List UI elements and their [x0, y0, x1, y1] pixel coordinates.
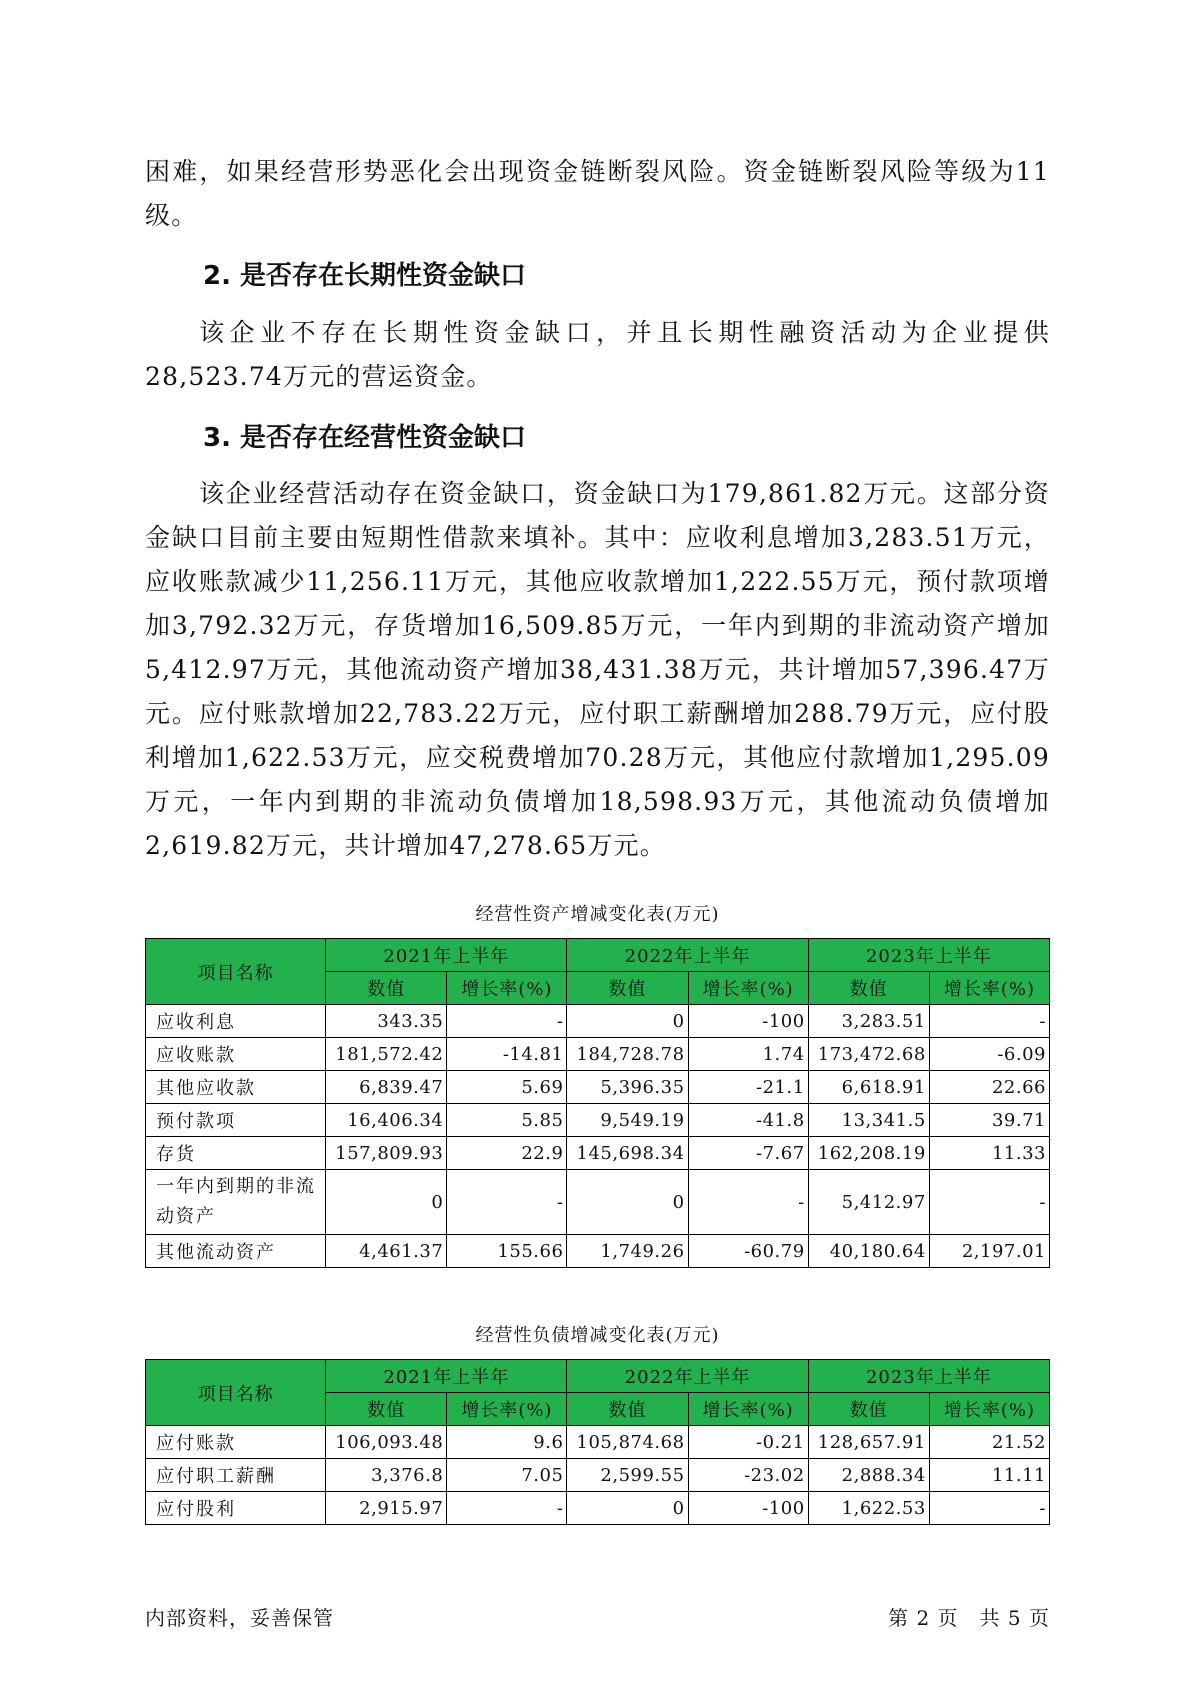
cell-rate: -41.8	[688, 1104, 808, 1137]
header-period-2021: 2021年上半年	[326, 939, 567, 972]
footer-confidential-note: 内部资料，妥善保管	[145, 1606, 334, 1630]
table-row	[146, 1492, 1050, 1525]
cell-value: 6,618.91	[808, 1071, 929, 1104]
cell-rate: 11.11	[929, 1459, 1049, 1492]
cell-rate: 21.52	[929, 1426, 1049, 1459]
cell-rate: -6.09	[929, 1038, 1049, 1071]
cell-rate: -23.02	[688, 1459, 808, 1492]
cell-rate: 39.71	[929, 1104, 1049, 1137]
cell-rate: -	[929, 1492, 1049, 1525]
cell-rate: -	[447, 1005, 567, 1038]
cell-rate: -	[447, 1170, 567, 1235]
cell-rate: -100	[688, 1005, 808, 1038]
row-label: 应付职工薪酬	[146, 1459, 326, 1492]
cell-value: 2,915.97	[326, 1492, 447, 1525]
cell-value: 0	[326, 1170, 447, 1235]
cell-value: 2,888.34	[808, 1459, 929, 1492]
cell-rate: 5.69	[447, 1071, 567, 1104]
cell-value: 5,412.97	[808, 1170, 929, 1235]
cell-value: 162,208.19	[808, 1137, 929, 1170]
table-row	[146, 1104, 1050, 1137]
header-rate: 增长率(%)	[447, 972, 567, 1005]
header-rate: 增长率(%)	[688, 1393, 808, 1426]
header-value: 数值	[567, 1393, 688, 1426]
header-value: 数值	[326, 972, 447, 1005]
cell-rate: -100	[688, 1492, 808, 1525]
cell-rate: -	[447, 1492, 567, 1525]
header-rate: 增长率(%)	[929, 972, 1049, 1005]
header-rate: 增长率(%)	[447, 1393, 567, 1426]
cell-value: 0	[567, 1005, 688, 1038]
cell-value: 181,572.42	[326, 1038, 447, 1071]
cell-rate: 5.85	[447, 1104, 567, 1137]
cell-value: 157,809.93	[326, 1137, 447, 1170]
cell-value: 1,622.53	[808, 1492, 929, 1525]
cell-rate: 7.05	[447, 1459, 567, 1492]
cell-value: 16,406.34	[326, 1104, 447, 1137]
cell-rate: -	[929, 1005, 1049, 1038]
table-row	[146, 1235, 1050, 1268]
cell-rate: 1.74	[688, 1038, 808, 1071]
cell-rate: -	[929, 1170, 1049, 1235]
header-period-2023: 2023年上半年	[808, 939, 1049, 972]
cell-rate: -14.81	[447, 1038, 567, 1071]
operating-liabilities-table	[145, 1359, 1050, 1525]
paragraph-risk-level: 困难，如果经营形势恶化会出现资金链断裂风险。资金链断裂风险等级为11级。	[145, 157, 1050, 230]
header-value: 数值	[808, 972, 929, 1005]
paragraph-long-term-gap: 该企业不存在长期性资金缺口，并且长期性融资活动为企业提供28,523.74万元的营运资金。	[145, 318, 1050, 391]
row-label: 存货	[146, 1137, 326, 1170]
header-period-2021: 2021年上半年	[326, 1360, 567, 1393]
row-label: 其他应收款	[146, 1071, 326, 1104]
cell-rate: 22.66	[929, 1071, 1049, 1104]
table-row	[146, 1005, 1050, 1038]
cell-rate: -21.1	[688, 1071, 808, 1104]
row-label: 应收账款	[146, 1038, 326, 1071]
cell-value: 105,874.68	[567, 1426, 688, 1459]
table-row	[146, 1459, 1050, 1492]
row-label: 应付账款	[146, 1426, 326, 1459]
cell-value: 1,749.26	[567, 1235, 688, 1268]
cell-rate: -	[688, 1170, 808, 1235]
row-label: 应付股利	[146, 1492, 326, 1525]
cell-value: 40,180.64	[808, 1235, 929, 1268]
header-item-name: 项目名称	[146, 939, 326, 1005]
cell-rate: 2,197.01	[929, 1235, 1049, 1268]
cell-value: 0	[567, 1170, 688, 1235]
row-label: 其他流动资产	[146, 1235, 326, 1268]
cell-value: 343.35	[326, 1005, 447, 1038]
cell-value: 106,093.48	[326, 1426, 447, 1459]
cell-value: 3,283.51	[808, 1005, 929, 1038]
cell-rate: 22.9	[447, 1137, 567, 1170]
header-value: 数值	[808, 1393, 929, 1426]
cell-value: 9,549.19	[567, 1104, 688, 1137]
cell-rate: -60.79	[688, 1235, 808, 1268]
cell-value: 6,839.47	[326, 1071, 447, 1104]
cell-value: 2,599.55	[567, 1459, 688, 1492]
header-period-2022: 2022年上半年	[567, 1360, 808, 1393]
header-rate: 增长率(%)	[929, 1393, 1049, 1426]
header-period-2023: 2023年上半年	[808, 1360, 1049, 1393]
cell-value: 3,376.8	[326, 1459, 447, 1492]
heading-operating-gap: 3. 是否存在经营性资金缺口	[203, 423, 527, 453]
cell-value: 173,472.68	[808, 1038, 929, 1071]
table-row	[146, 1038, 1050, 1071]
row-label: 预付款项	[146, 1104, 326, 1137]
cell-value: 184,728.78	[567, 1038, 688, 1071]
cell-rate: 155.66	[447, 1235, 567, 1268]
cell-value: 145,698.34	[567, 1137, 688, 1170]
row-label: 一年内到期的非流动资产	[146, 1170, 326, 1235]
cell-value: 128,657.91	[808, 1426, 929, 1459]
cell-rate: -0.21	[688, 1426, 808, 1459]
paragraph-operating-gap: 该企业经营活动存在资金缺口，资金缺口为179,861.82万元。这部分资金缺口目前主要由短期性借款来填补。其中：应收利息增加3,283.51万元，应收账款减少11,256.11万元，其他应收款增加1,222.55万元，预付款项增加3,792.32万元，存货增加16,509.85万元，一年内到期的非流动资产增加5,412.97万元，其他流动资产增加38,431.38万元，共计增加57,396.47万元。应付账款增加22,783.22万元，应付职工薪酬增加288.79万元，应付股利增加1,622.53万元，应交税费增加70.28万元，其他应付款增加1,295.09万元，一年内到期的非流动负债增加18,598.93万元，其他流动负债增加2,619.82万元，共计增加47,278.65万元。	[145, 479, 1050, 860]
table-caption-assets: 经营性资产增减变化表(万元)	[475, 904, 720, 925]
table-row	[146, 1170, 1050, 1235]
cell-rate: 11.33	[929, 1137, 1049, 1170]
cell-rate: 9.6	[447, 1426, 567, 1459]
table-row	[146, 1426, 1050, 1459]
header-item-name: 项目名称	[146, 1360, 326, 1426]
table-caption-liabilities: 经营性负债增减变化表(万元)	[475, 1325, 720, 1346]
table-row	[146, 1071, 1050, 1104]
row-label: 应收利息	[146, 1005, 326, 1038]
cell-value: 4,461.37	[326, 1235, 447, 1268]
cell-rate: -7.67	[688, 1137, 808, 1170]
header-period-2022: 2022年上半年	[567, 939, 808, 972]
cell-value: 5,396.35	[567, 1071, 688, 1104]
header-rate: 增长率(%)	[688, 972, 808, 1005]
cell-value: 0	[567, 1492, 688, 1525]
header-value: 数值	[567, 972, 688, 1005]
header-value: 数值	[326, 1393, 447, 1426]
cell-value: 13,341.5	[808, 1104, 929, 1137]
table-row	[146, 1137, 1050, 1170]
operating-assets-table	[145, 938, 1050, 1268]
footer-page-number: 第 2 页 共 5 页	[888, 1606, 1050, 1630]
heading-long-term-gap: 2. 是否存在长期性资金缺口	[203, 261, 527, 291]
